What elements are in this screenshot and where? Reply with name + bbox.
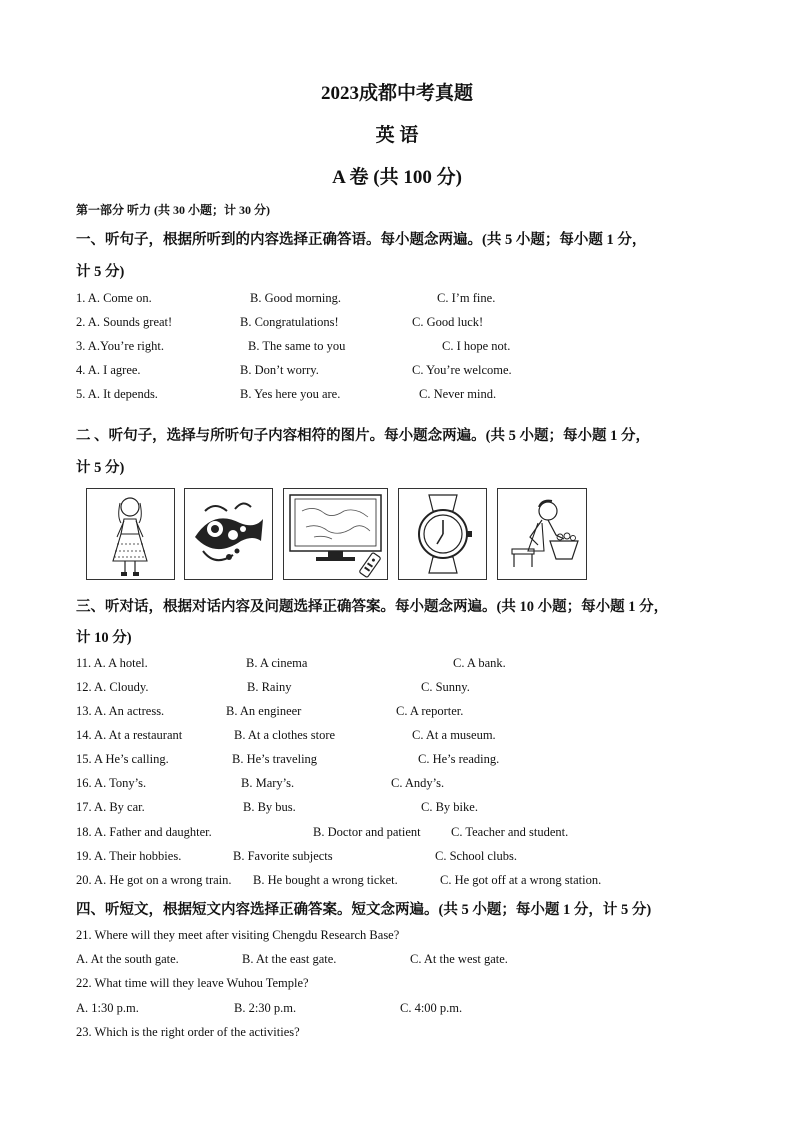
q22-option-c: C. 4:00 p.m. bbox=[400, 1001, 463, 1015]
q22-option-a: A. 1:30 p.m. bbox=[76, 1001, 139, 1015]
q13-option-a: 13. A. An actress. bbox=[76, 704, 165, 718]
q18-option-b: B. Doctor and patient bbox=[313, 825, 421, 839]
section4-heading: 四、听短文，根据短文内容选择正确答案。短文念两遍。(共 5 小题；每小题 1 分，计 5 分) bbox=[76, 902, 652, 918]
q21-question: 21. Where will they meet after visiting Chengdu Research Base? bbox=[76, 928, 400, 942]
q20-option-c: C. He got off at a wrong station. bbox=[440, 873, 602, 887]
paper-cut-fish-picture bbox=[184, 488, 273, 580]
q3-option-c: C. I hope not. bbox=[442, 339, 511, 353]
q2-option-a: 2. A. Sounds great! bbox=[76, 315, 173, 329]
part-heading: 第一部分 听力 (共 30 小题；计 30 分) bbox=[76, 203, 270, 217]
q15-option-a: 15. A He’s calling. bbox=[76, 752, 169, 766]
subject-title: 英 语 bbox=[375, 125, 419, 146]
q21-option-c: C. At the west gate. bbox=[410, 952, 508, 966]
washing-clothes-picture bbox=[497, 488, 587, 580]
q12-option-c: C. Sunny. bbox=[421, 680, 470, 694]
q19-option-a: 19. A. Their hobbies. bbox=[76, 849, 182, 863]
q5-option-a: 5. A. It depends. bbox=[76, 387, 158, 401]
q21-option-b: B. At the east gate. bbox=[242, 952, 337, 966]
q17-option-a: 17. A. By car. bbox=[76, 800, 145, 814]
q14-option-b: B. At a clothes store bbox=[234, 728, 336, 742]
section2-pictures bbox=[86, 488, 586, 580]
q22-option-b: B. 2:30 p.m. bbox=[234, 1001, 297, 1015]
q17-option-c: C. By bike. bbox=[421, 800, 478, 814]
page-title: 2023成都中考真题 bbox=[320, 83, 473, 104]
q20-option-a: 20. A. He got on a wrong train. bbox=[76, 873, 232, 887]
q23-question: 23. Which is the right order of the activities? bbox=[76, 1025, 300, 1039]
q11-option-c: C. A bank. bbox=[453, 656, 506, 670]
q4-option-a: 4. A. I agree. bbox=[76, 363, 141, 377]
q18-option-a: 18. A. Father and daughter. bbox=[76, 825, 212, 839]
watch-picture bbox=[398, 488, 487, 580]
q16-option-a: 16. A. Tony’s. bbox=[76, 776, 147, 790]
q4-option-c: C. You’re welcome. bbox=[412, 363, 512, 377]
q14-option-a: 14. A. At a restaurant bbox=[76, 728, 183, 742]
q4-option-b: B. Don’t worry. bbox=[240, 363, 319, 377]
q5-option-c: C. Never mind. bbox=[419, 387, 497, 401]
q18-option-c: C. Teacher and student. bbox=[451, 825, 569, 839]
q2-option-c: C. Good luck! bbox=[412, 315, 484, 329]
q11-option-b: B. A cinema bbox=[246, 656, 308, 670]
q1-option-b: B. Good morning. bbox=[250, 291, 341, 305]
q11-option-a: 11. A. A hotel. bbox=[76, 656, 148, 670]
q12-option-a: 12. A. Cloudy. bbox=[76, 680, 149, 694]
q13-option-c: C. A reporter. bbox=[396, 704, 464, 718]
q21-option-a: A. At the south gate. bbox=[76, 952, 179, 966]
q20-option-b: B. He bought a wrong ticket. bbox=[253, 873, 398, 887]
section1-heading: 一、听句子，根据所听到的内容选择正确答语。每小题念两遍。(共 5 小题；每小题 1 分， bbox=[76, 232, 647, 248]
paper-title: A 卷 (共 100 分) bbox=[332, 167, 462, 188]
q13-option-b: B. An engineer bbox=[226, 704, 302, 718]
q22-question: 22. What time will they leave Wuhou Temple? bbox=[76, 976, 309, 990]
q5-option-b: B. Yes here you are. bbox=[240, 387, 341, 401]
q3-option-b: B. The same to you bbox=[248, 339, 346, 353]
q1-option-c: C. I’m fine. bbox=[437, 291, 496, 305]
section2-heading-cont: 计 5 分) bbox=[76, 460, 125, 476]
section3-heading-cont: 计 10 分) bbox=[76, 630, 132, 646]
section3-heading: 三、听对话，根据对话内容及问题选择正确答案。每小题念两遍。(共 10 小题；每小题 1 分， bbox=[76, 599, 669, 615]
q2-option-b: B. Congratulations! bbox=[240, 315, 339, 329]
q16-option-c: C. Andy’s. bbox=[391, 776, 445, 790]
q19-option-c: C. School clubs. bbox=[435, 849, 517, 863]
q19-option-b: B. Favorite subjects bbox=[233, 849, 333, 863]
q14-option-c: C. At a museum. bbox=[412, 728, 496, 742]
girl-in-dress-picture bbox=[86, 488, 175, 580]
q16-option-b: B. Mary’s. bbox=[241, 776, 295, 790]
q15-option-b: B. He’s traveling bbox=[232, 752, 318, 766]
tv-map-picture bbox=[283, 488, 388, 580]
q17-option-b: B. By bus. bbox=[243, 800, 296, 814]
q1-option-a: 1. A. Come on. bbox=[76, 291, 152, 305]
section2-heading: 二 、听句子，选择与所听句子内容相符的图片。每小题念两遍。(共 5 小题；每小题 1 分， bbox=[76, 428, 650, 444]
q12-option-b: B. Rainy bbox=[247, 680, 292, 694]
q15-option-c: C. He’s reading. bbox=[418, 752, 500, 766]
section1-heading-cont: 计 5 分) bbox=[76, 264, 125, 280]
q3-option-a: 3. A.You’re right. bbox=[76, 339, 164, 353]
